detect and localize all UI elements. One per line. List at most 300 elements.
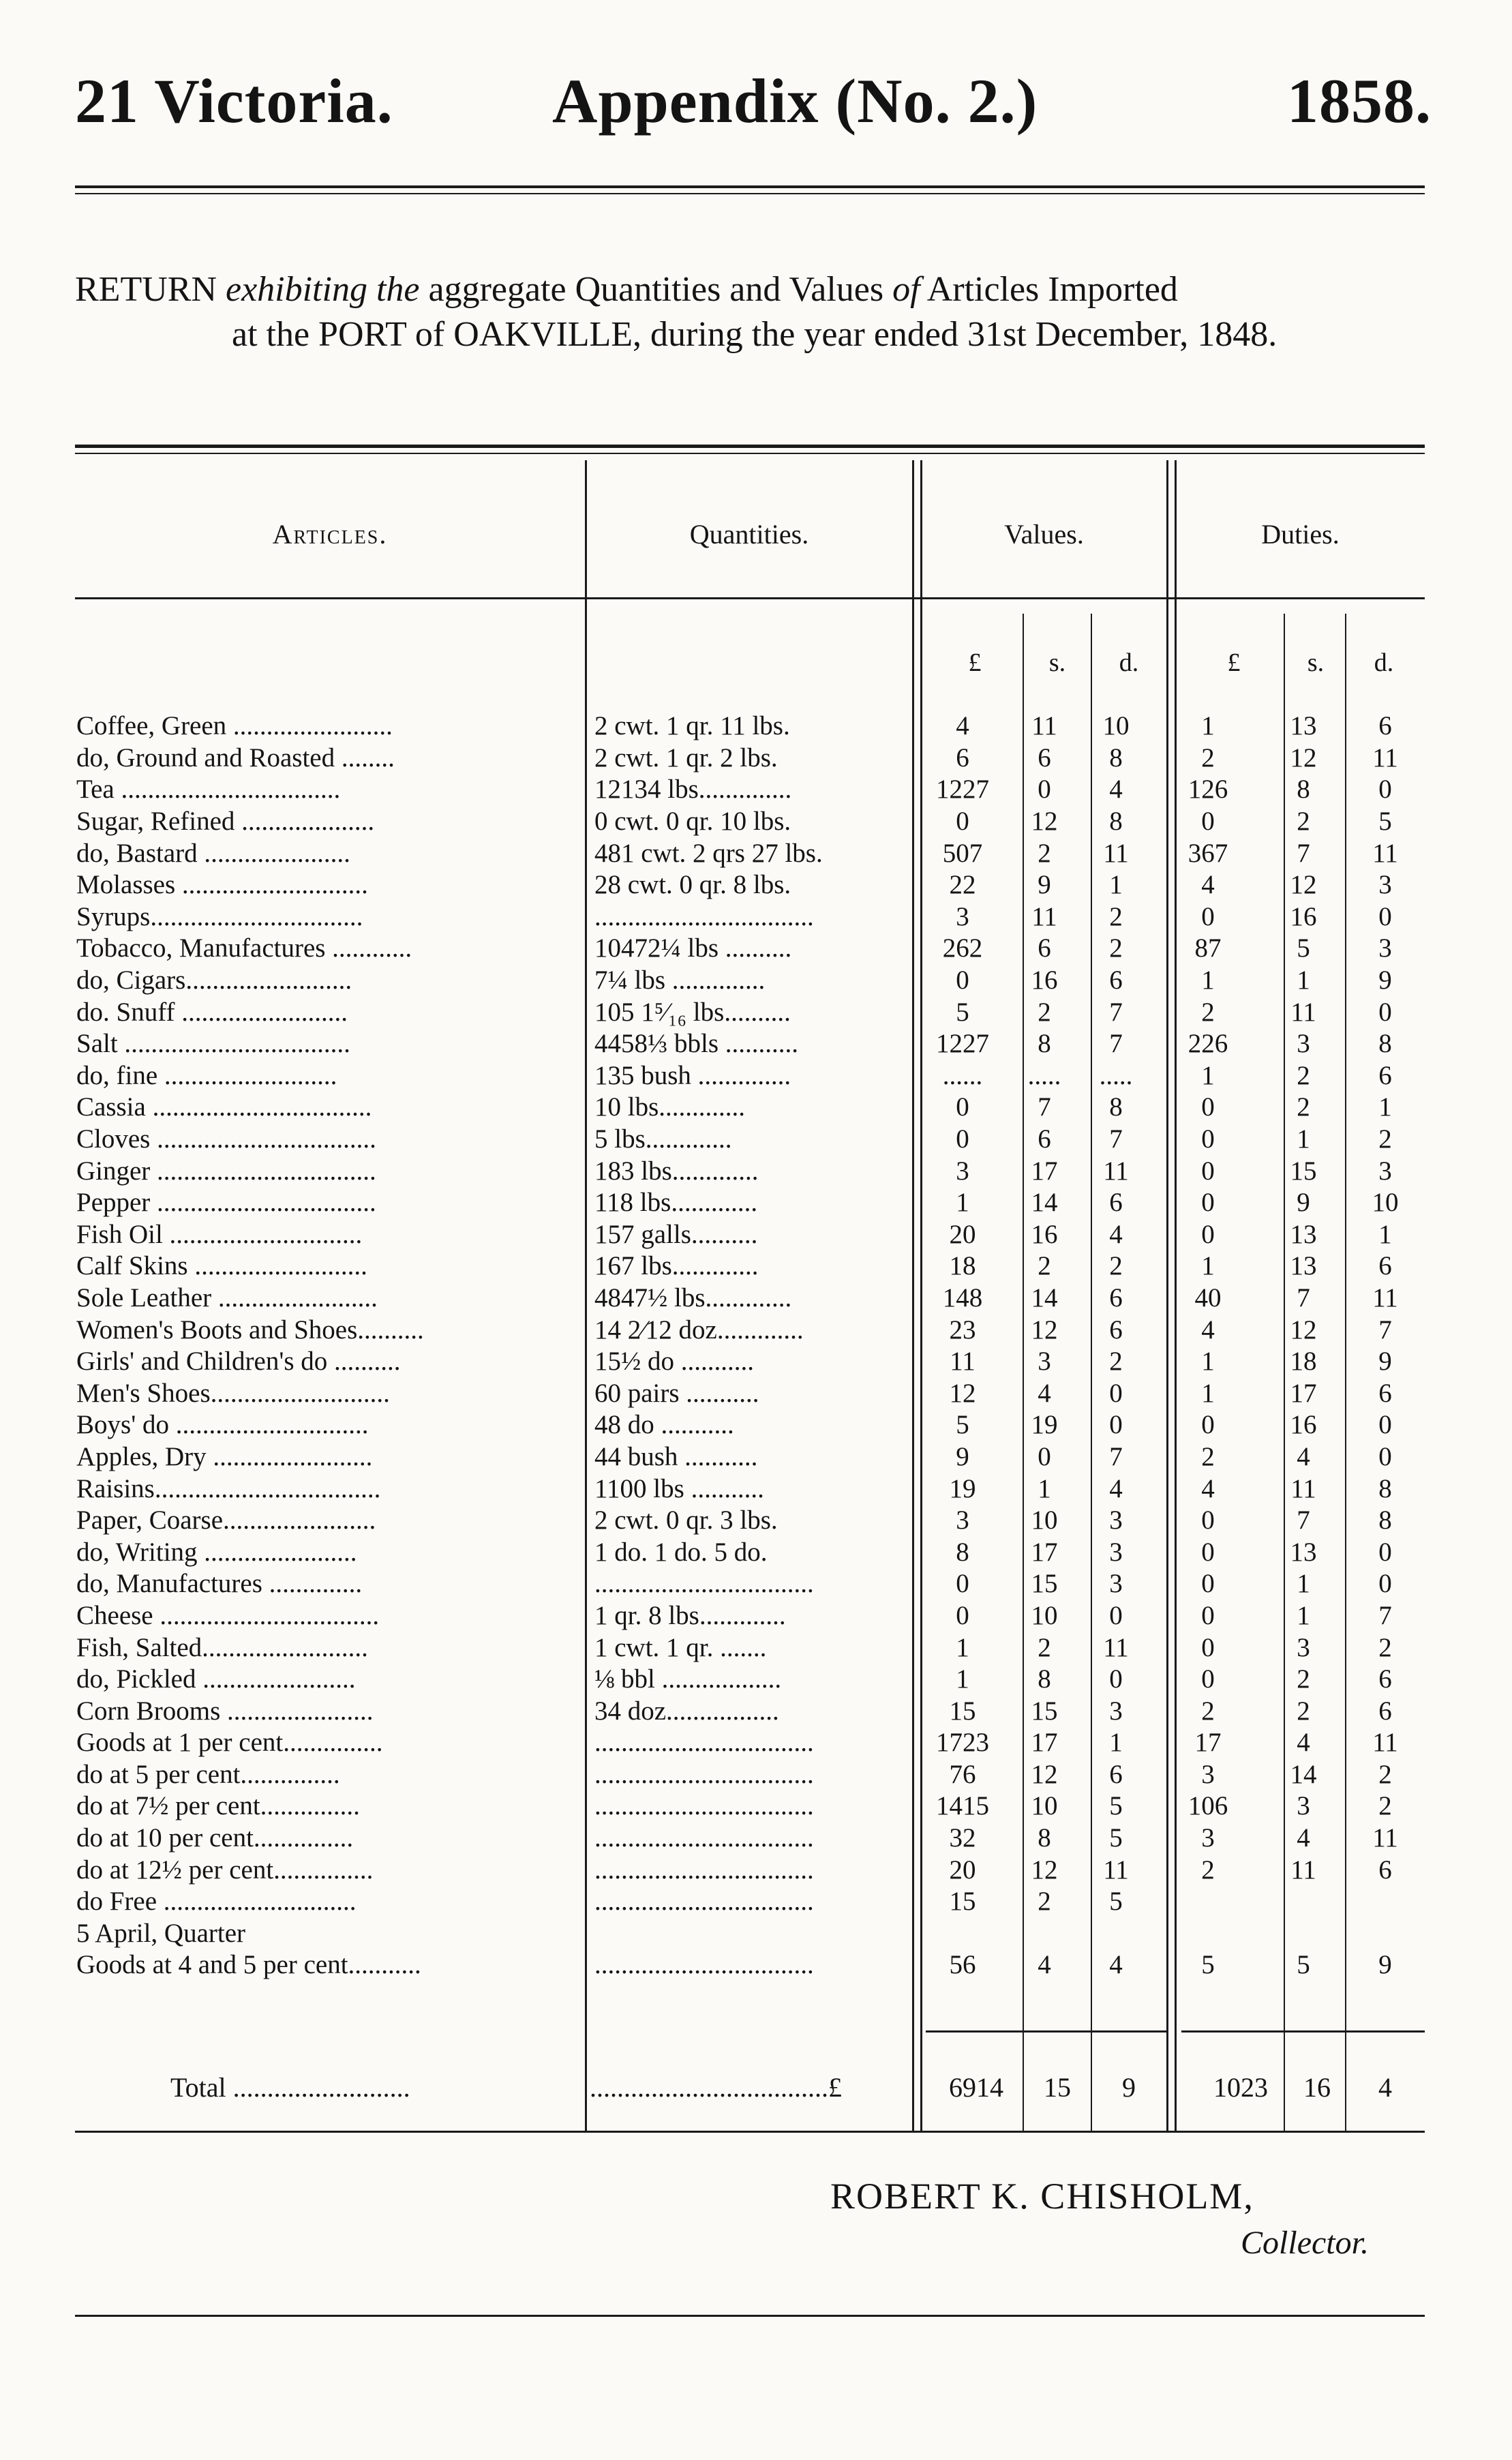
quantity-cell: 34 doz................. [594, 1696, 779, 1726]
value-pounds-cell: 148 [942, 1282, 983, 1312]
value-pence-cell: 2 [1109, 901, 1123, 931]
quantity-cell: 44 bush ........... [594, 1441, 758, 1471]
duty-shillings-cell: 13 [1290, 1219, 1317, 1249]
quantity-cell: 1 do. 1 do. 5 do. [594, 1537, 768, 1567]
value-pounds-cell: 76 [949, 1759, 976, 1789]
quantity-cell: ................................. [594, 1791, 814, 1821]
duty-pence-cell: 3 [1378, 870, 1392, 900]
duties-shilling-unit: s. [1307, 648, 1325, 677]
total-value-pounds: 6914 [949, 2072, 1003, 2103]
table-row [75, 1695, 1426, 1727]
duty-shillings-cell: 7 [1297, 838, 1310, 868]
table-row [75, 1250, 1426, 1282]
col-header-quantities: Quantities. [689, 519, 809, 550]
quantity-cell: 7¼ lbs .............. [594, 965, 766, 995]
quantity-cell: ⅛ bbl .................. [594, 1664, 782, 1694]
values-shilling-unit: s. [1048, 648, 1066, 677]
table-row [75, 1918, 1426, 1950]
value-pence-cell: 10 [1102, 711, 1130, 741]
duty-shillings-cell: 14 [1290, 1759, 1317, 1789]
value-pence-cell: 7 [1109, 1124, 1123, 1154]
col-header-duties: Duties. [1261, 519, 1340, 550]
duty-pence-cell: 11 [1372, 742, 1398, 772]
table-row [75, 1219, 1426, 1251]
value-pounds-cell: 18 [949, 1251, 976, 1281]
value-pence-cell: 6 [1109, 1188, 1123, 1218]
return-title [75, 267, 1432, 357]
duty-pence-cell: 2 [1378, 1791, 1392, 1821]
value-pence-cell: 7 [1109, 997, 1123, 1027]
duty-pence-cell: 8 [1378, 1473, 1392, 1503]
value-pounds-cell [915, 1918, 1010, 1950]
duty-pence-cell: 7 [1378, 1600, 1392, 1630]
table-row [75, 869, 1426, 901]
duty-pence-cell: 6 [1378, 711, 1392, 741]
title-italic: exhibiting the [226, 270, 420, 309]
quantity-cell: 4458⅓ bbls ........... [594, 1029, 799, 1059]
value-pounds-cell: 0 [956, 965, 969, 995]
quantity-cell: ................................. [594, 901, 814, 931]
value-shillings-cell: 6 [1038, 742, 1051, 772]
value-pounds-cell: 6 [956, 742, 969, 772]
duty-pounds-cell: 4 [1201, 1315, 1215, 1345]
value-pence-cell: 11 [1103, 1855, 1129, 1885]
title-body-2: Articles Imported [926, 270, 1178, 309]
article-cell: do at 10 per cent............... [76, 1823, 354, 1853]
duty-pence-cell: 0 [1378, 901, 1392, 931]
article-cell: do, Cigars......................... [76, 965, 352, 995]
table-row [75, 996, 1426, 1028]
value-shillings-cell: 15 [1031, 1569, 1058, 1599]
duty-pounds-cell: 0 [1201, 1188, 1215, 1218]
article-cell: Goods at 4 and 5 per cent........... [76, 1950, 421, 1980]
value-shillings-cell: 0 [1038, 775, 1051, 805]
value-pence-cell: 6 [1109, 965, 1123, 995]
duty-pence-cell: 2 [1378, 1632, 1392, 1662]
value-pence-cell: 3 [1109, 1505, 1123, 1535]
article-cell: Fish Oil ............................. [76, 1219, 363, 1249]
value-pounds-cell: 0 [956, 1600, 969, 1630]
quantity-cell: 10 lbs............. [594, 1092, 746, 1122]
duty-shillings-cell: 12 [1290, 1315, 1317, 1345]
article-cell: Cassia ................................. [76, 1092, 372, 1122]
value-pounds-cell: 1415 [936, 1791, 989, 1821]
value-shillings-cell: 10 [1031, 1505, 1058, 1535]
value-pounds-cell: 23 [949, 1315, 976, 1345]
total-quantity: ...................................£ [590, 2072, 842, 2103]
duty-pence-cell: 9 [1378, 965, 1392, 995]
duty-shillings-cell: 16 [1290, 1410, 1317, 1440]
duty-pounds-cell: 2 [1201, 997, 1215, 1027]
duty-shillings-cell: 2 [1297, 807, 1310, 837]
value-shillings-cell: 11 [1031, 711, 1057, 741]
duty-pence-cell: 11 [1372, 838, 1398, 868]
duty-pounds-cell: 40 [1194, 1282, 1222, 1312]
value-pounds-cell: 8 [956, 1537, 969, 1567]
value-pounds-cell: 11 [950, 1347, 976, 1377]
duty-pounds-cell: 0 [1201, 807, 1215, 837]
duty-pence-cell: 0 [1378, 775, 1392, 805]
table-row [75, 1441, 1426, 1473]
value-pence-cell: 4 [1109, 775, 1123, 805]
duty-pence-cell: 6 [1378, 1251, 1392, 1281]
quantity-cell: 12134 lbs.............. [594, 775, 792, 805]
duty-pence-cell: 6 [1378, 1378, 1392, 1408]
value-pounds-cell: 1723 [936, 1728, 989, 1758]
article-cell: Corn Brooms ...................... [76, 1696, 374, 1726]
duty-shillings-cell: 3 [1297, 1632, 1310, 1662]
duty-pounds-cell [1153, 1918, 1262, 1950]
quantity-cell: 15½ do ........... [594, 1347, 754, 1377]
value-pence-cell: 8 [1109, 742, 1123, 772]
duty-pence-cell: 0 [1378, 997, 1392, 1027]
duty-shillings-cell: 8 [1297, 775, 1310, 805]
table-row [75, 1155, 1426, 1187]
col-header-values: Values. [1004, 519, 1084, 550]
article-cell: Salt .................................. [76, 1029, 350, 1059]
article-cell: Ginger ................................. [76, 1156, 376, 1186]
duty-shillings-cell: 7 [1297, 1505, 1310, 1535]
duty-pence-cell: 8 [1378, 1505, 1392, 1535]
table-row [75, 1664, 1426, 1696]
head-rule-bottom [75, 193, 1425, 194]
quantity-cell: ................................. [594, 1855, 814, 1885]
table-rule-bottom [75, 2131, 1425, 2133]
quantity-cell: 2 cwt. 0 qr. 3 lbs. [594, 1505, 778, 1535]
duty-pounds-cell: 0 [1201, 1124, 1215, 1154]
duty-shillings-cell: 1 [1297, 965, 1310, 995]
duty-pence-cell [1344, 1886, 1426, 1918]
value-shillings-cell: 14 [1031, 1188, 1058, 1218]
duty-shillings-cell: 15 [1290, 1156, 1317, 1186]
value-pence-cell: 8 [1109, 1092, 1123, 1122]
duty-pounds-cell: 3 [1201, 1759, 1215, 1789]
duty-shillings-cell [1262, 1886, 1344, 1918]
value-pounds-cell: 1 [956, 1664, 969, 1694]
value-pence-cell: 3 [1109, 1569, 1123, 1599]
total-value-pence: 9 [1122, 2072, 1136, 2103]
table-row [75, 806, 1426, 838]
value-shillings-cell: 12 [1031, 1855, 1058, 1885]
article-cell: Cheese ................................. [76, 1600, 380, 1630]
duty-pounds-cell: 3 [1201, 1823, 1215, 1853]
total-row [75, 2071, 1432, 2112]
quantity-cell: 157 galls.......... [594, 1219, 758, 1249]
duty-pounds-cell: 0 [1201, 1410, 1215, 1440]
value-pounds-cell: 0 [956, 807, 969, 837]
article-cell: do at 5 per cent............... [76, 1759, 340, 1789]
duty-pounds-cell: 1 [1201, 1251, 1215, 1281]
header-rule [75, 597, 1425, 599]
value-pounds-cell: 4 [956, 711, 969, 741]
col-header-articles: Articles. [272, 519, 388, 550]
quantity-cell: 28 cwt. 0 qr. 8 lbs. [594, 870, 791, 900]
value-pence-cell: 0 [1109, 1378, 1123, 1408]
value-pence-cell: 5 [1109, 1823, 1123, 1853]
duty-shillings-cell: 4 [1297, 1823, 1310, 1853]
duty-pounds-cell: 5 [1201, 1950, 1215, 1980]
value-pence-cell: 2 [1109, 1347, 1123, 1377]
total-label: Total .......................... [170, 2072, 410, 2103]
table-row [75, 1886, 1426, 1918]
duty-shillings-cell: 11 [1290, 997, 1316, 1027]
table-row [75, 742, 1426, 775]
value-pence-cell: 0 [1109, 1664, 1123, 1694]
article-cell: Boys' do ............................. [76, 1410, 369, 1440]
value-pence-cell: 11 [1103, 1156, 1129, 1186]
value-pounds-cell: 1227 [936, 1029, 989, 1059]
session-label: 21 Victoria. [75, 66, 393, 136]
table-row [75, 1473, 1426, 1505]
year-label: 1858. [1287, 66, 1432, 136]
signature-name: ROBERT K. CHISHOLM, [830, 2176, 1254, 2217]
table-row [75, 1028, 1426, 1060]
head-rule-top [75, 185, 1425, 188]
quantity-cell: 1 cwt. 1 qr. ....... [594, 1632, 767, 1662]
value-shillings-cell: 8 [1038, 1664, 1051, 1694]
duty-pounds-cell: 2 [1201, 742, 1215, 772]
table-row [75, 933, 1426, 965]
value-pounds-cell: 1 [956, 1188, 969, 1218]
duty-shillings-cell: 4 [1297, 1728, 1310, 1758]
duty-pounds-cell: 126 [1188, 775, 1228, 805]
signature-title: Collector. [1241, 2225, 1369, 2261]
value-pounds-cell: ...... [942, 1060, 983, 1090]
duty-pounds-cell: 1 [1201, 1378, 1215, 1408]
duty-pence-cell: 0 [1378, 1410, 1392, 1440]
imports-table-body [75, 710, 1426, 1981]
article-cell: Paper, Coarse....................... [76, 1505, 376, 1535]
title-italic-of: of [892, 270, 920, 309]
value-shillings-cell: 16 [1031, 965, 1058, 995]
value-shillings-cell: 12 [1031, 1315, 1058, 1345]
duty-shillings-cell: 1 [1297, 1124, 1310, 1154]
value-shillings-cell: 12 [1031, 807, 1058, 837]
article-cell: do at 7½ per cent............... [76, 1791, 360, 1821]
value-shillings-cell: 15 [1031, 1696, 1058, 1726]
duty-shillings-cell: 16 [1290, 901, 1317, 931]
quantity-cell: ................................. [594, 1728, 814, 1758]
table-row [75, 1727, 1426, 1759]
duty-pence-cell: 6 [1378, 1060, 1392, 1090]
duty-pence-cell [1344, 1918, 1426, 1950]
duty-pounds-cell: 226 [1188, 1029, 1228, 1059]
quantity-cell: 60 pairs ........... [594, 1378, 759, 1408]
article-cell: Cloves ................................. [76, 1124, 376, 1154]
quantity-cell: ................................. [594, 1823, 814, 1853]
quantity-cell: ................................. [594, 1759, 814, 1789]
duty-pounds-cell: 1 [1201, 965, 1215, 995]
duty-shillings-cell: 13 [1290, 1251, 1317, 1281]
article-cell: Molasses ............................ [76, 870, 368, 900]
duty-shillings-cell: 3 [1297, 1029, 1310, 1059]
table-row [75, 965, 1426, 997]
article-cell: Tobacco, Manufactures ............ [76, 933, 412, 963]
table-row [75, 1568, 1426, 1600]
duty-pence-cell: 9 [1378, 1950, 1392, 1980]
value-pounds-cell: 5 [956, 997, 969, 1027]
return-title-line2: at the PORT of OAKVILLE, during the year ended 31st December, 1848. [232, 315, 1277, 354]
value-shillings-cell: 17 [1031, 1156, 1058, 1186]
article-cell: 5 April, Quarter [76, 1918, 246, 1948]
table-row [75, 1600, 1426, 1632]
article-cell: Goods at 1 per cent............... [76, 1728, 383, 1758]
article-cell: do, Ground and Roasted ........ [76, 742, 395, 772]
value-pounds-cell: 3 [956, 1156, 969, 1186]
value-pounds-cell: 1 [956, 1632, 969, 1662]
values-pound-unit: £ [968, 648, 982, 677]
duty-pounds-cell: 0 [1201, 1632, 1215, 1662]
value-shillings-cell: 0 [1038, 1441, 1051, 1471]
appendix-label: Appendix (No. 2.) [552, 66, 1038, 136]
duty-pounds-cell: 87 [1194, 933, 1222, 963]
value-shillings-cell: 1 [1038, 1473, 1051, 1503]
value-pence-cell: 1 [1109, 1728, 1123, 1758]
value-shillings-cell: 2 [1038, 1632, 1051, 1662]
quantity-cell: 2 cwt. 1 qr. 2 lbs. [594, 742, 778, 772]
value-pence-cell [1078, 1918, 1153, 1950]
value-shillings-cell: 7 [1038, 1092, 1051, 1122]
duty-shillings-cell: 13 [1290, 1537, 1317, 1567]
table-row [75, 1632, 1426, 1664]
quantity-cell: 10472¼ lbs .......... [594, 933, 792, 963]
table-row [75, 710, 1426, 742]
duty-pence-cell: 1 [1378, 1219, 1392, 1249]
duty-pence-cell: 7 [1378, 1315, 1392, 1345]
duty-shillings-cell: 7 [1297, 1282, 1310, 1312]
duty-pence-cell: 1 [1378, 1092, 1392, 1122]
value-pence-cell: 7 [1109, 1029, 1123, 1059]
value-shillings-cell: 4 [1038, 1378, 1051, 1408]
table-row [75, 837, 1426, 869]
duty-pounds-cell: 2 [1201, 1696, 1215, 1726]
value-pence-cell: 2 [1109, 1251, 1123, 1281]
total-duty-shillings: 16 [1303, 2072, 1331, 2103]
quantity-cell: 118 lbs............. [594, 1188, 758, 1218]
table-row [75, 1314, 1426, 1346]
table-row [75, 1536, 1426, 1568]
duty-pence-cell: 6 [1378, 1664, 1392, 1694]
value-shillings-cell: 12 [1031, 1759, 1058, 1789]
value-pounds-cell: 15 [949, 1887, 976, 1917]
value-shillings-cell: 2 [1038, 1251, 1051, 1281]
duty-shillings-cell: 11 [1290, 1855, 1316, 1885]
value-pence-cell: 3 [1109, 1696, 1123, 1726]
duty-pence-cell: 2 [1378, 1759, 1392, 1789]
value-shillings-cell: 10 [1031, 1791, 1058, 1821]
value-pounds-cell: 20 [949, 1219, 976, 1249]
total-duty-pounds: 1023 [1213, 2072, 1268, 2103]
value-pence-cell: 8 [1109, 807, 1123, 837]
duty-pounds-cell: 106 [1188, 1791, 1228, 1821]
value-pence-cell: 6 [1109, 1282, 1123, 1312]
value-shillings-cell: 8 [1038, 1823, 1051, 1853]
duty-shillings-cell: 5 [1297, 933, 1310, 963]
value-shillings-cell: 19 [1031, 1410, 1058, 1440]
article-cell: Girls' and Children's do .......... [76, 1347, 401, 1377]
table-row [75, 1759, 1426, 1791]
values-pence-unit: d. [1119, 648, 1139, 677]
duty-pounds-cell: 0 [1201, 1092, 1215, 1122]
duty-pounds-cell: 1 [1201, 1060, 1215, 1090]
duty-shillings-cell: 17 [1290, 1378, 1317, 1408]
duty-pounds-cell: 0 [1201, 1156, 1215, 1186]
table-row [75, 1409, 1426, 1441]
value-shillings-cell: 16 [1031, 1219, 1058, 1249]
article-cell: do, Manufactures .............. [76, 1569, 363, 1599]
duty-pence-cell: 11 [1372, 1728, 1398, 1758]
value-pence-cell: 4 [1109, 1219, 1123, 1249]
quantity-cell: 48 do ........... [594, 1410, 734, 1440]
article-cell: Women's Boots and Shoes.......... [76, 1315, 424, 1345]
duty-pence-cell: 6 [1378, 1855, 1392, 1885]
table-row [75, 1282, 1426, 1315]
table-row [75, 1854, 1426, 1886]
duty-pence-cell: 11 [1372, 1282, 1398, 1312]
duty-shillings-cell: 13 [1290, 711, 1317, 741]
value-pounds-cell: 12 [949, 1378, 976, 1408]
duty-pence-cell: 8 [1378, 1029, 1392, 1059]
page-rule-bottom [75, 2315, 1425, 2317]
total-duty-pence: 4 [1378, 2072, 1392, 2103]
article-cell: do, Writing ....................... [76, 1537, 357, 1567]
duty-shillings-cell: 1 [1297, 1569, 1310, 1599]
duty-pence-cell: 3 [1378, 933, 1392, 963]
duty-pounds-cell: 4 [1201, 1473, 1215, 1503]
table-row [75, 901, 1426, 933]
duty-pounds-cell: 0 [1201, 1219, 1215, 1249]
duty-shillings-cell [1262, 1918, 1344, 1950]
article-cell: do at 12½ per cent............... [76, 1855, 374, 1885]
duty-pounds-cell: 367 [1188, 838, 1228, 868]
value-pence-cell: 6 [1109, 1315, 1123, 1345]
duties-pound-unit: £ [1227, 648, 1241, 677]
duty-shillings-cell: 12 [1290, 742, 1317, 772]
duty-shillings-cell: 12 [1290, 870, 1317, 900]
duty-shillings-cell: 2 [1297, 1060, 1310, 1090]
value-pounds-cell: 3 [956, 901, 969, 931]
duty-pence-cell: 9 [1378, 1347, 1392, 1377]
value-pence-cell: 4 [1109, 1950, 1123, 1980]
table-row [75, 1949, 1426, 1981]
value-pence-cell: 0 [1109, 1600, 1123, 1630]
article-cell: do, Pickled ....................... [76, 1664, 356, 1694]
quantity-cell: 1 qr. 8 lbs............. [594, 1600, 786, 1630]
duty-pounds-cell: 2 [1201, 1441, 1215, 1471]
duty-pence-cell: 11 [1372, 1823, 1398, 1853]
value-shillings-cell [1010, 1918, 1078, 1950]
value-pence-cell: 7 [1109, 1441, 1123, 1471]
value-pence-cell: ..... [1099, 1060, 1133, 1090]
duty-pence-cell: 10 [1372, 1188, 1399, 1218]
table-row [75, 1822, 1426, 1855]
quantity-cell: 135 bush .............. [594, 1060, 791, 1090]
value-shillings-cell: 17 [1031, 1728, 1058, 1758]
duty-pounds-cell: 0 [1201, 1664, 1215, 1694]
article-cell: Syrups................................ [76, 901, 363, 931]
imports-table [75, 710, 1426, 1981]
duty-pounds-cell [1153, 1886, 1262, 1918]
article-cell: do Free ............................. [76, 1887, 357, 1917]
title-prefix: RETURN [75, 270, 217, 309]
article-cell: Sole Leather ........................ [76, 1282, 378, 1312]
duty-shillings-cell: 11 [1290, 1473, 1316, 1503]
value-shillings-cell: 10 [1031, 1600, 1058, 1630]
value-pounds-cell: 9 [956, 1441, 969, 1471]
quantity-cell: 105 1⁵⁄₁₆ lbs.......... [594, 997, 791, 1027]
total-value-shillings: 15 [1044, 2072, 1071, 2103]
running-head [75, 65, 1432, 147]
